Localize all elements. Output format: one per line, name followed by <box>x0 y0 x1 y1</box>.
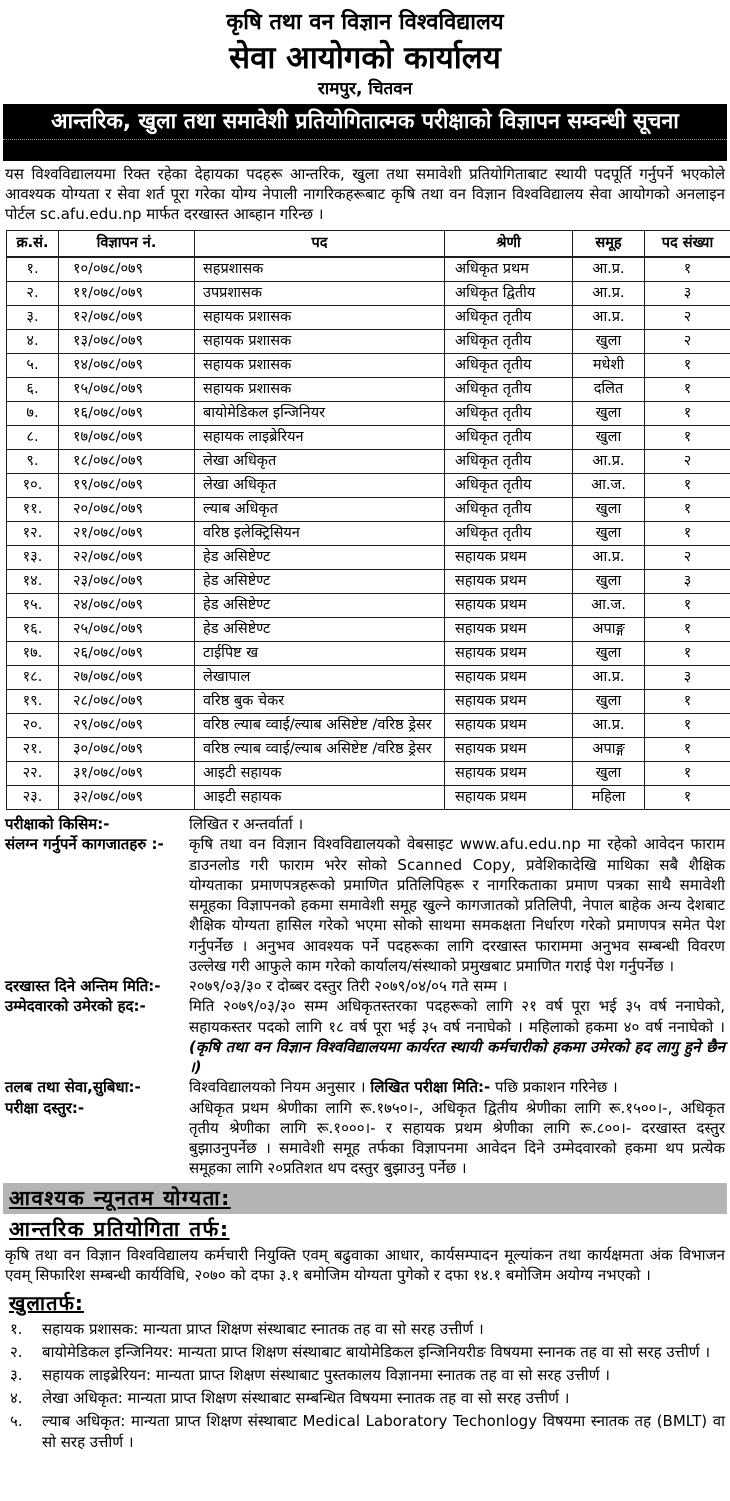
cell-class: अधिकृत तृतीय <box>445 401 573 425</box>
notice-banner-spacer <box>3 140 727 161</box>
list-item-text: सहायक लाइब्रेरियन: मान्यता प्राप्त शिक्षण संस्थाबाट पुस्तकालय विज्ञानमा स्नातक तह वा सो सरह उत्तीर्ण । <box>42 1366 610 1385</box>
detail-deadline <box>5 976 725 996</box>
cell-class: अधिकृत द्वितीय <box>445 281 573 305</box>
table-row <box>7 353 730 377</box>
details-section <box>5 814 725 1179</box>
list-item-number: २. <box>10 1343 23 1362</box>
cell-group: खुला <box>573 642 645 666</box>
cell-sn: २२. <box>7 762 59 786</box>
table-row <box>7 474 730 498</box>
cell-group: आ.प्र. <box>573 281 645 305</box>
list-item-text: लेखा अधिकृत: मान्यता प्राप्त शिक्षण संस्थाबाट सम्बन्धित विषयमा स्नातक तह वा सो सरह उत्तीर्ण । <box>42 1389 570 1408</box>
cell-count: २ <box>645 329 730 353</box>
cell-post: सहायक प्रशासक <box>195 305 445 329</box>
col-group: समूह <box>573 230 645 257</box>
cell-adv-no: २४/०७८/०७९ <box>59 594 195 618</box>
cell-class: अधिकृत तृतीय <box>445 377 573 401</box>
written-exam-date-text: पछि प्रकाशन गरिनेछ । <box>490 1078 618 1097</box>
col-advert-no: विज्ञापन नं. <box>59 230 195 257</box>
cell-post: आइटी सहायक <box>195 762 445 786</box>
cell-group: आ.प्र. <box>573 305 645 329</box>
table-row <box>7 401 730 425</box>
cell-group: आ.प्र. <box>573 257 645 282</box>
cell-count: १ <box>645 522 730 546</box>
table-row <box>7 786 730 810</box>
list-item <box>5 1365 725 1386</box>
cell-adv-no: ३०/०७८/०७९ <box>59 738 195 762</box>
cell-post: आइटी सहायक <box>195 786 445 810</box>
cell-adv-no: २२/०७८/०७९ <box>59 546 195 570</box>
cell-class: सहायक प्रथम <box>445 594 573 618</box>
detail-value: २०७९/०३/३० र दोब्बर दस्तुर तिरी २०७९/०४/०५ गते सम्म । <box>189 977 508 996</box>
cell-class: सहायक प्रथम <box>445 714 573 738</box>
office-name: सेवा आयोगको कार्यालय <box>229 39 501 76</box>
cell-sn: ७. <box>7 401 59 425</box>
detail-label: संलग्न गर्नुपर्ने कागजातहरु :- <box>5 835 164 854</box>
cell-post: सहायक प्रशासक <box>195 377 445 401</box>
cell-group: आ.प्र. <box>573 666 645 690</box>
cell-sn: २०. <box>7 714 59 738</box>
cell-group: अपाङ्ग <box>573 738 645 762</box>
cell-post: उपप्रशासक <box>195 281 445 305</box>
open-side-heading <box>3 1287 727 1317</box>
cell-class: सहायक प्रथम <box>445 738 573 762</box>
internal-competition-text: कृषि तथा वन विज्ञान विश्वविद्यालय कर्मचारी नियुक्ति एवम् बढुवाका आधार, कार्यसम्पादन मूल्यांकन तथा कार्यक्षमता अंक विभाजन एवम् सिफारिश सम्बन्धी कार्यविधि, २०७० को दफा ३.१ बमोजिम योग्यता पुगेको र दफा १४.१ बमोजिम अयोग्य नभएको । <box>5 1245 725 1284</box>
cell-class: अधिकृत तृतीय <box>445 498 573 522</box>
cell-adv-no: ११/०७८/०७९ <box>59 281 195 305</box>
cell-sn: १०. <box>7 474 59 498</box>
cell-adv-no: १२/०७८/०७९ <box>59 305 195 329</box>
age-limit-note: (कृषि तथा वन विज्ञान विश्वविद्यालयमा कार्यरत स्थायी कर्मचारीको हकमा उमेरको हद लागु हुने छैन ।) <box>189 1037 725 1077</box>
internal-competition-heading <box>3 1214 727 1243</box>
cell-adv-no: १९/०७८/०७९ <box>59 474 195 498</box>
table-row <box>7 762 730 786</box>
salary-text: विश्वविद्यालयको नियम अनुसार । <box>189 1078 371 1097</box>
list-item-number: ३. <box>10 1366 23 1385</box>
cell-count: ३ <box>645 666 730 690</box>
cell-adv-no: ३१/०७८/०७९ <box>59 762 195 786</box>
cell-class: सहायक प्रथम <box>445 546 573 570</box>
cell-class: अधिकृत प्रथम <box>445 257 573 282</box>
cell-post: वरिष्ठ बुक चेकर <box>195 690 445 714</box>
internal-competition-heading-text: आन्तरिक प्रतियोगिता तर्फ: <box>9 1216 230 1241</box>
cell-group: खुला <box>573 570 645 594</box>
table-row <box>7 738 730 762</box>
notice-banner <box>3 104 727 162</box>
cell-group: खुला <box>573 762 645 786</box>
cell-class: सहायक प्रथम <box>445 762 573 786</box>
cell-adv-no: २८/०७८/०७९ <box>59 690 195 714</box>
cell-group: आ.प्र. <box>573 450 645 474</box>
list-item <box>5 1342 725 1363</box>
cell-sn: ५. <box>7 353 59 377</box>
cell-group: खुला <box>573 522 645 546</box>
cell-class: सहायक प्रथम <box>445 786 573 810</box>
cell-group: आ.ज. <box>573 474 645 498</box>
cell-count: २ <box>645 546 730 570</box>
cell-sn: ६. <box>7 377 59 401</box>
list-item <box>5 1319 725 1340</box>
table-row <box>7 570 730 594</box>
cell-count: १ <box>645 401 730 425</box>
detail-label: उम्मेदवारको उमेरको हद:- <box>5 997 146 1016</box>
cell-post: लेखा अधिकृत <box>195 474 445 498</box>
table-row <box>7 546 730 570</box>
cell-group: खुला <box>573 498 645 522</box>
cell-class: सहायक प्रथम <box>445 570 573 594</box>
cell-sn: ९. <box>7 450 59 474</box>
cell-adv-no: २०/०७८/०७९ <box>59 498 195 522</box>
cell-sn: ८. <box>7 425 59 449</box>
table-row <box>7 690 730 714</box>
table-row <box>7 425 730 449</box>
table-row <box>7 257 730 282</box>
cell-post: ल्याब अधिकृत <box>195 498 445 522</box>
cell-class: अधिकृत तृतीय <box>445 474 573 498</box>
detail-value <box>189 996 725 1077</box>
cell-adv-no: १५/०७८/०७९ <box>59 377 195 401</box>
detail-exam-fee <box>5 1098 725 1179</box>
detail-label: परीक्षाको किसिम:- <box>5 815 110 834</box>
cell-post: वरिष्ठ ल्याब व्वाई/ल्याब असिष्टेष्ट /वरिष्ठ ड्रेसर <box>195 738 445 762</box>
table-row <box>7 714 730 738</box>
cell-class: अधिकृत तृतीय <box>445 329 573 353</box>
cell-adv-no: २५/०७८/०७९ <box>59 618 195 642</box>
cell-class: अधिकृत तृतीय <box>445 353 573 377</box>
cell-class: सहायक प्रथम <box>445 690 573 714</box>
cell-class: सहायक प्रथम <box>445 642 573 666</box>
cell-count: १ <box>645 594 730 618</box>
cell-class: सहायक प्रथम <box>445 666 573 690</box>
cell-group: आ.ज. <box>573 594 645 618</box>
cell-count: १ <box>645 377 730 401</box>
open-side-heading-text: खुलातर्फ: <box>9 1291 84 1316</box>
list-item-number: ५. <box>10 1412 23 1431</box>
table-row <box>7 594 730 618</box>
header-row <box>7 230 730 257</box>
cell-adv-no: १३/०७८/०७९ <box>59 329 195 353</box>
detail-label: तलब तथा सेवा,सुबिधा:- <box>5 1078 141 1097</box>
cell-sn: ११. <box>7 498 59 522</box>
cell-sn: १६. <box>7 618 59 642</box>
cell-sn: २३. <box>7 786 59 810</box>
list-item-text: सहायक प्रशासक: मान्यता प्राप्त शिक्षण संस्थाबाट स्नातक तह वा सो सरह उत्तीर्ण । <box>42 1320 484 1339</box>
detail-exam-type <box>5 814 725 834</box>
cell-adv-no: १७/०७८/०७९ <box>59 425 195 449</box>
cell-group: महिला <box>573 786 645 810</box>
min-qualification-heading <box>3 1183 727 1214</box>
cell-adv-no: ३२/०७८/०७९ <box>59 786 195 810</box>
cell-sn: ४. <box>7 329 59 353</box>
cell-count: १ <box>645 353 730 377</box>
cell-sn: २१. <box>7 738 59 762</box>
table-row <box>7 377 730 401</box>
cell-group: आ.प्र. <box>573 546 645 570</box>
cell-adv-no: २६/०७८/०७९ <box>59 642 195 666</box>
col-serial-no: क्र.सं. <box>7 230 59 257</box>
cell-sn: १९. <box>7 690 59 714</box>
cell-group: दलित <box>573 377 645 401</box>
detail-value: अधिकृत प्रथम श्रेणीका लागि रू.१७५०।-, अधिकृत द्वितीय श्रेणीका लागि रू.१५००।-, अधिकृत तृतीय श्रेणीका लागि रू.१०००।- र सहायक प्रथम श्रेणीका लागि रू.८००।- दरखास्त दस्तुर बुझाउनुपर्नेछ । समावेशी समूह तर्फका विज्ञापनमा आवेदन दिने उम्मेदवारको हकमा थप प्रत्येक समूहका लागि २०प्रतिशत थप दस्तुर बुझाउनु पर्नेछ । <box>189 1098 725 1178</box>
written-exam-date-label: लिखित परीक्षा मिति:- <box>370 1078 491 1097</box>
cell-sn: १८. <box>7 666 59 690</box>
cell-adv-no: २३/०७८/०७९ <box>59 570 195 594</box>
cell-post: वरिष्ठ ल्याब व्वाई/ल्याब असिष्टेष्ट /वरिष्ठ ड्रेसर <box>195 714 445 738</box>
cell-group: खुला <box>573 690 645 714</box>
cell-count: १ <box>645 618 730 642</box>
office-location: रामपुर, चितवन <box>317 79 413 100</box>
col-post: पद <box>195 230 445 257</box>
notice-banner-title: आन्तरिक, खुला तथा समावेशी प्रतियोगितात्मक परीक्षाको विज्ञापन सम्वन्धी सूचना <box>3 104 727 141</box>
cell-adv-no: २७/०७८/०७९ <box>59 666 195 690</box>
cell-count: १ <box>645 738 730 762</box>
list-item-number: १. <box>10 1320 23 1339</box>
cell-count: १ <box>645 762 730 786</box>
cell-count: १ <box>645 786 730 810</box>
cell-count: ३ <box>645 281 730 305</box>
table-row <box>7 450 730 474</box>
cell-post: सहप्रशासक <box>195 257 445 282</box>
cell-post: हेड असिष्टेण्ट <box>195 570 445 594</box>
intro-paragraph: यस विश्वविद्यालयमा रिक्त रहेका देहायका पदहरू आन्तरिक, खुला तथा समावेशी प्रतियोगिताबाट स्थायी पदपूर्ति गर्नुपर्ने भएकोले आवश्यक योग्यता र सेवा शर्त पूरा गरेका योग्य नेपाली नागरिकहरूबाट कृषि तथा वन विज्ञान विश्वविद्यालय सेवा आयोगको अनलाइन पोर्टल sc.afu.edu.np मार्फत दरखास्त आब्हान गरिन्छ । <box>5 165 725 224</box>
vacancy-table-header <box>7 230 730 257</box>
cell-count: १ <box>645 642 730 666</box>
table-row <box>7 329 730 353</box>
cell-count: १ <box>645 474 730 498</box>
table-row <box>7 522 730 546</box>
detail-value: कृषि तथा वन विज्ञान विश्वविद्यालयको वेबसाइट www.afu.edu.np मा रहेको आवेदन फाराम डाउनलोड गरी फाराम भरेर सोको Scanned Copy, प्रवेशिकादेखि माथिका सबै शैक्षिक योग्यताका प्रमाणपत्रहरूको प्रमाणित प्रतिलिपिहरू र नागरिकताका प्रमाण पत्रका साथै समावेशी समूहका विज्ञापनको हकमा समावेशी समूह खुल्ने कागजातको प्रतिलिपी, नेपाल बाहेक अन्य देशबाट शैक्षिक योग्यता हासिल गरेको भएमा सोको साथमा समकक्षता निर्धारण गरेको प्रमाणपत्र समेत पेश गर्नुपर्नेछ । अनुभव आवश्यक पर्ने पदहरूका लागि दरखास्त फाराममा अनुभव सम्बन्धी विवरण उल्लेख गरी आफुले काम गरेको कार्यालय/संस्थाको प्रमुखबाट प्रमाणित गराई पेश गर्नुपर्नेछ । <box>189 835 725 975</box>
detail-label: दरखास्त दिने अन्तिम मिति:- <box>5 977 161 996</box>
letterhead <box>3 8 727 101</box>
list-item <box>5 1411 725 1453</box>
cell-count: १ <box>645 257 730 282</box>
cell-class: अधिकृत तृतीय <box>445 305 573 329</box>
cell-count: १ <box>645 690 730 714</box>
min-qualification-heading-text: आवश्यक न्यूनतम योग्यता: <box>9 1185 231 1210</box>
detail-salary <box>5 1077 725 1097</box>
cell-adv-no: १०/०७८/०७९ <box>59 257 195 282</box>
cell-group: खुला <box>573 329 645 353</box>
table-row <box>7 281 730 305</box>
list-item <box>5 1388 725 1409</box>
open-side-qualification-list <box>5 1319 725 1453</box>
cell-class: अधिकृत तृतीय <box>445 522 573 546</box>
cell-sn: १४. <box>7 570 59 594</box>
vacancy-table <box>6 230 730 810</box>
detail-required-documents <box>5 834 725 976</box>
detail-value <box>189 1077 725 1097</box>
cell-count: १ <box>645 714 730 738</box>
cell-post: सहायक प्रशासक <box>195 353 445 377</box>
cell-count: २ <box>645 450 730 474</box>
cell-sn: २. <box>7 281 59 305</box>
university-name: कृषि तथा वन विज्ञान विश्वविद्यालय <box>226 10 504 35</box>
cell-sn: ३. <box>7 305 59 329</box>
col-class: श्रेणी <box>445 230 573 257</box>
list-item-number: ४. <box>10 1389 23 1408</box>
cell-sn: १२. <box>7 522 59 546</box>
cell-group: मधेशी <box>573 353 645 377</box>
cell-post: सहायक प्रशासक <box>195 329 445 353</box>
cell-post: हेड असिष्टेण्ट <box>195 594 445 618</box>
cell-post: सहायक लाइब्रेरियन <box>195 425 445 449</box>
cell-adv-no: २१/०७८/०७९ <box>59 522 195 546</box>
cell-post: लेखा अधिकृत <box>195 450 445 474</box>
cell-count: १ <box>645 425 730 449</box>
cell-post: हेड असिष्टेण्ट <box>195 618 445 642</box>
col-post-count: पद संख्या <box>645 230 730 257</box>
cell-group: खुला <box>573 401 645 425</box>
cell-sn: १७. <box>7 642 59 666</box>
detail-age-limit <box>5 996 725 1077</box>
list-item-text: ल्याब अधिकृत: मान्यता प्राप्त शिक्षण संस्थाबाट Medical Laboratory Techonlogy विषयमा स्नातक तह (BMLT) वा सो सरह उत्तीर्ण । <box>42 1412 725 1452</box>
table-row <box>7 305 730 329</box>
table-row <box>7 642 730 666</box>
cell-post: टाईपिष्ट ख <box>195 642 445 666</box>
cell-count: १ <box>645 498 730 522</box>
list-item-text: बायोमेडिकल इन्जिनियर: मान्यता प्राप्त शिक्षण संस्थाबाट बायोमेडिकल इन्जिनियरीङ विषयमा स्नानक तह वा सो सरह उत्तीर्ण । <box>42 1343 711 1362</box>
cell-group: खुला <box>573 425 645 449</box>
cell-adv-no: २९/०७८/०७९ <box>59 714 195 738</box>
cell-post: हेड असिष्टेण्ट <box>195 546 445 570</box>
detail-value: लिखित र अन्तर्वार्ता । <box>189 815 304 834</box>
age-limit-text: मिति २०७९/०३/३० सम्म अधिकृतस्तरका पदहरूको लागि २१ वर्ष पूरा भई ३५ वर्ष ननाघेको, सहायकस्तर पदको लागि १८ वर्ष पूरा भई ३५ वर्ष ननाघेको । महिलाको हकमा ४० वर्ष ननाघेको । <box>189 997 725 1036</box>
vacancy-table-body <box>7 257 730 810</box>
table-row <box>7 618 730 642</box>
table-row <box>7 498 730 522</box>
cell-post: वरिष्ठ इलेक्ट्रिसियन <box>195 522 445 546</box>
cell-group: अपाङ्ग <box>573 618 645 642</box>
cell-group: आ.प्र. <box>573 714 645 738</box>
cell-adv-no: १४/०७८/०७९ <box>59 353 195 377</box>
cell-adv-no: १६/०७८/०७९ <box>59 401 195 425</box>
cell-class: अधिकृत तृतीय <box>445 425 573 449</box>
cell-count: २ <box>645 305 730 329</box>
cell-class: सहायक प्रथम <box>445 618 573 642</box>
detail-label: परीक्षा दस्तुर:- <box>5 1098 85 1117</box>
cell-post: लेखापाल <box>195 666 445 690</box>
cell-sn: १५. <box>7 594 59 618</box>
cell-count: ३ <box>645 570 730 594</box>
cell-adv-no: १८/०७८/०७९ <box>59 450 195 474</box>
cell-post: बायोमेडिकल इन्जिनियर <box>195 401 445 425</box>
table-row <box>7 666 730 690</box>
cell-class: अधिकृत तृतीय <box>445 450 573 474</box>
cell-sn: १३. <box>7 546 59 570</box>
cell-sn: १. <box>7 257 59 282</box>
